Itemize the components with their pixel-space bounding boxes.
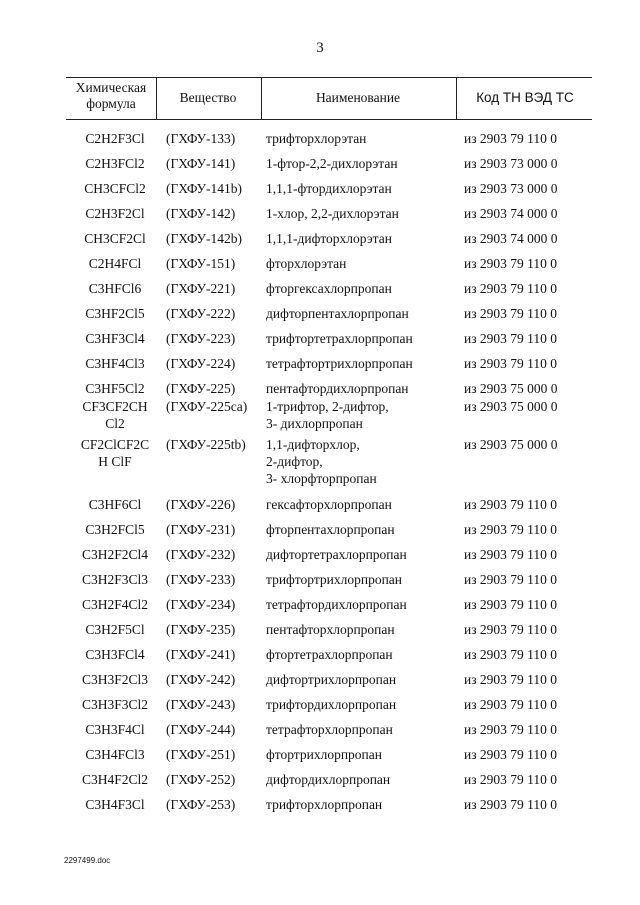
name-cell: дифтортетрахлорпропан bbox=[266, 547, 407, 562]
name-cell: 1,1,1-фтордихлорэтан bbox=[266, 181, 392, 196]
substance-cell: (ГХФУ-231) bbox=[166, 522, 236, 537]
formula-cell: C3HF5Cl2 bbox=[85, 381, 145, 396]
name-cell: дифторпентахлорпропан bbox=[266, 306, 409, 321]
name-cell: тетрафтортрихлорпропан bbox=[266, 356, 413, 371]
code-cell: из 2903 79 110 0 bbox=[464, 572, 558, 587]
name-cell: 1-хлор, 2,2-дихлорэтан bbox=[266, 206, 399, 221]
name-cell: дифтордихлорпропан bbox=[266, 772, 391, 787]
code-cell: из 2903 79 110 0 bbox=[464, 306, 558, 321]
substance-cell: (ГХФУ-251) bbox=[166, 747, 236, 762]
code-cell: из 2903 79 110 0 bbox=[464, 697, 558, 712]
formula-cell: C3H4F2Cl2 bbox=[81, 772, 149, 787]
code-cell: из 2903 79 110 0 bbox=[464, 356, 558, 371]
formula-cell: C3H2F2Cl4 bbox=[81, 547, 149, 562]
formula-cell: C3H3FCl4 bbox=[85, 647, 145, 662]
code-cell: из 2903 79 110 0 bbox=[464, 772, 558, 787]
name-cell: 1-трифтор, 2-дифтор, 3- дихлорпропан bbox=[266, 399, 389, 431]
formula-cell: C3HF4Cl3 bbox=[85, 356, 145, 371]
formula-cell: CH3CFCl2 bbox=[84, 181, 146, 196]
formula-cell: C3H3F2Cl3 bbox=[81, 672, 149, 687]
code-cell: из 2903 79 110 0 bbox=[464, 722, 558, 737]
name-cell: трифтордихлорпропан bbox=[266, 697, 397, 712]
substance-cell: (ГХФУ-151) bbox=[166, 256, 236, 271]
substance-cell: (ГХФУ-222) bbox=[166, 306, 236, 321]
code-cell: из 2903 79 110 0 bbox=[464, 256, 558, 271]
name-cell: 1,1-дифторхлор, 2-дифтор, 3- хлорфторпропан bbox=[266, 437, 377, 486]
name-cell: трифторхлорэтан bbox=[266, 131, 367, 146]
formula-cell: CF3CF2CH Cl2 bbox=[82, 399, 148, 431]
name-cell: фторхлорэтан bbox=[266, 256, 347, 271]
code-cell: из 2903 79 110 0 bbox=[464, 522, 558, 537]
code-cell: из 2903 79 110 0 bbox=[464, 281, 558, 296]
substance-cell: (ГХФУ-234) bbox=[166, 597, 236, 612]
code-cell: из 2903 75 000 0 bbox=[464, 381, 558, 396]
name-cell: 1-фтор-2,2-дихлорэтан bbox=[266, 156, 398, 171]
code-cell: из 2903 75 000 0 bbox=[464, 399, 558, 414]
substance-cell: (ГХФУ-223) bbox=[166, 331, 236, 346]
substance-cell: (ГХФУ-133) bbox=[166, 131, 236, 146]
formula-cell: C3HFCl6 bbox=[88, 281, 142, 296]
formula-cell: C3H4FCl3 bbox=[85, 747, 145, 762]
formula-cell: CF2ClCF2C H ClF bbox=[80, 437, 150, 469]
code-cell: из 2903 73 000 0 bbox=[464, 156, 558, 171]
code-cell: из 2903 79 110 0 bbox=[464, 747, 558, 762]
name-cell: гексафторхлорпропан bbox=[266, 497, 392, 512]
substance-cell: (ГХФУ-225tb) bbox=[166, 437, 246, 452]
formula-cell: C2H3F2Cl bbox=[85, 206, 145, 221]
code-cell: из 2903 79 110 0 bbox=[464, 497, 558, 512]
code-cell: из 2903 79 110 0 bbox=[464, 622, 558, 637]
code-cell: из 2903 75 000 0 bbox=[464, 437, 558, 452]
formula-cell: C3H3F4Cl bbox=[85, 722, 145, 737]
code-cell: из 2903 79 110 0 bbox=[464, 797, 558, 812]
formula-cell: C2H2F3Cl bbox=[85, 131, 145, 146]
code-cell: из 2903 79 110 0 bbox=[464, 647, 558, 662]
header-name: Наименование bbox=[315, 90, 401, 105]
code-cell: из 2903 79 110 0 bbox=[464, 331, 558, 346]
formula-cell: CH3CF2Cl bbox=[84, 231, 146, 246]
code-cell: из 2903 79 110 0 bbox=[464, 547, 558, 562]
substance-cell: (ГХФУ-232) bbox=[166, 547, 236, 562]
substance-cell: (ГХФУ-225) bbox=[166, 381, 236, 396]
code-cell: из 2903 73 000 0 bbox=[464, 181, 558, 196]
name-cell: трифтортрихлорпропан bbox=[266, 572, 403, 587]
substance-cell: (ГХФУ-241) bbox=[166, 647, 236, 662]
name-cell: трифтортетрахлорпропан bbox=[266, 331, 413, 346]
formula-cell: C2H3FCl2 bbox=[85, 156, 145, 171]
column-divider bbox=[456, 77, 457, 120]
formula-cell: C3HF3Cl4 bbox=[85, 331, 145, 346]
footer-filename: 2297499.doc bbox=[64, 856, 111, 865]
table-header bbox=[66, 77, 592, 123]
name-cell: фтортетрахлорпропан bbox=[266, 647, 393, 662]
substance-cell: (ГХФУ-235) bbox=[166, 622, 236, 637]
substance-cell: (ГХФУ-221) bbox=[166, 281, 236, 296]
header-formula: Химическая формула bbox=[75, 80, 147, 111]
substance-cell: (ГХФУ-142b) bbox=[166, 231, 243, 246]
substance-cell: (ГХФУ-244) bbox=[166, 722, 236, 737]
formula-cell: C3H3F3Cl2 bbox=[81, 697, 149, 712]
code-cell: из 2903 74 000 0 bbox=[464, 206, 558, 221]
header-code: Код ТН ВЭД ТС bbox=[476, 90, 574, 105]
substance-cell: (ГХФУ-224) bbox=[166, 356, 236, 371]
page-number: 3 bbox=[316, 40, 324, 56]
formula-cell: C3H2F3Cl3 bbox=[81, 572, 149, 587]
header-top-rule bbox=[66, 77, 592, 78]
name-cell: тетрафтордихлорпропан bbox=[266, 597, 407, 612]
formula-cell: C3HF6Cl bbox=[88, 497, 142, 512]
substance-cell: (ГХФУ-253) bbox=[166, 797, 236, 812]
substance-cell: (ГХФУ-225ca) bbox=[166, 399, 248, 414]
name-cell: тетрафторхлорпропан bbox=[266, 722, 393, 737]
formula-cell: C3H2F5Cl bbox=[85, 622, 145, 637]
code-cell: из 2903 74 000 0 bbox=[464, 231, 558, 246]
code-cell: из 2903 79 110 0 bbox=[464, 597, 558, 612]
name-cell: фторпентахлорпропан bbox=[266, 522, 395, 537]
name-cell: трифторхлорпропан bbox=[266, 797, 383, 812]
substance-cell: (ГХФУ-142) bbox=[166, 206, 236, 221]
code-cell: из 2903 79 110 0 bbox=[464, 672, 558, 687]
substance-cell: (ГХФУ-233) bbox=[166, 572, 236, 587]
substance-cell: (ГХФУ-252) bbox=[166, 772, 236, 787]
code-cell: из 2903 79 110 0 bbox=[464, 131, 558, 146]
formula-cell: C3H2FCl5 bbox=[85, 522, 145, 537]
name-cell: 1,1,1-дифторхлорэтан bbox=[266, 231, 392, 246]
name-cell: пентафтордихлорпропан bbox=[266, 381, 409, 396]
name-cell: фтортрихлорпропан bbox=[266, 747, 382, 762]
formula-cell: C3H2F4Cl2 bbox=[81, 597, 149, 612]
formula-cell: C2H4FCl bbox=[88, 256, 142, 271]
substance-cell: (ГХФУ-242) bbox=[166, 672, 236, 687]
header-bottom-rule bbox=[66, 119, 592, 120]
name-cell: дифтортрихлорпропан bbox=[266, 672, 397, 687]
name-cell: фторгексахлорпропан bbox=[266, 281, 392, 296]
substance-cell: (ГХФУ-141b) bbox=[166, 181, 243, 196]
substance-cell: (ГХФУ-141) bbox=[166, 156, 236, 171]
name-cell: пентафторхлорпропан bbox=[266, 622, 395, 637]
column-divider bbox=[261, 77, 262, 120]
header-substance: Вещество bbox=[179, 90, 237, 105]
formula-cell: C3HF2Cl5 bbox=[85, 306, 145, 321]
formula-cell: C3H4F3Cl bbox=[85, 797, 145, 812]
substance-cell: (ГХФУ-243) bbox=[166, 697, 236, 712]
substance-cell: (ГХФУ-226) bbox=[166, 497, 236, 512]
